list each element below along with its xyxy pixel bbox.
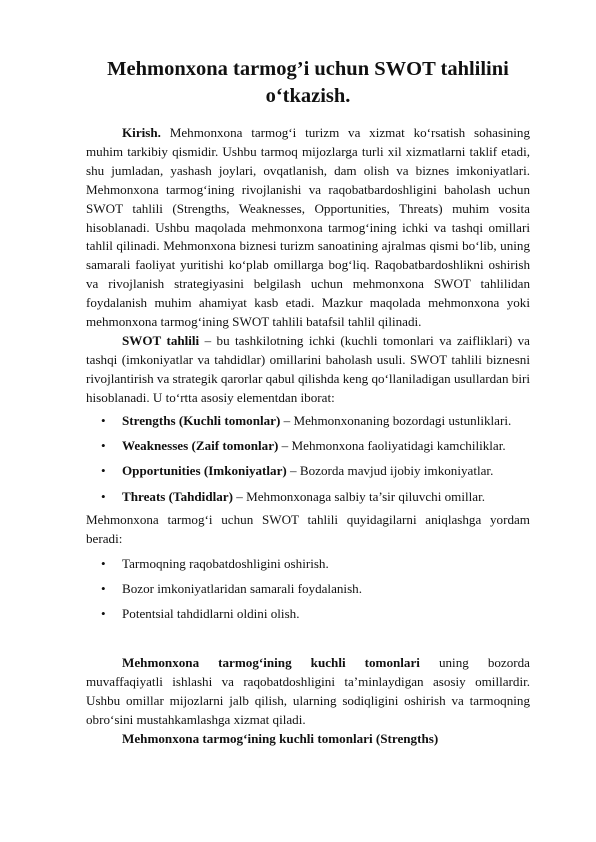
document-body: [86, 124, 530, 749]
intro-lead: Kirish.: [122, 125, 161, 140]
bullet-icon: •: [101, 580, 106, 596]
list-item-term: Threats (Tahdidlar): [122, 488, 233, 504]
list-item: [86, 488, 530, 507]
bullet-icon: •: [101, 488, 106, 504]
list-item: [86, 580, 530, 599]
bullet-icon: •: [101, 412, 106, 428]
bullet-icon: •: [101, 463, 106, 479]
list-item: [86, 412, 530, 431]
list-item: [86, 437, 530, 456]
list-item-term: Opportunities (Imkoniyatlar): [122, 463, 287, 479]
section-heading: [86, 730, 530, 749]
bullet-icon: •: [101, 606, 106, 622]
list-item-desc: – Mehmonxona faoliyatidagi kamchiliklar.: [278, 438, 506, 453]
list-item: [86, 605, 530, 624]
list-item-text: Potentsial tahdidlarni oldini olish.: [122, 606, 300, 622]
goals-list: [86, 555, 530, 625]
swot-definition-lead: SWOT tahlili: [122, 332, 200, 348]
bullet-icon: •: [101, 555, 106, 571]
intro-paragraph: [86, 124, 530, 332]
swot-definition-paragraph: [86, 332, 530, 408]
document-title: Mehmonxona tarmog’i uchun SWOT tahlilini o‘tkazish.: [107, 58, 509, 107]
list-item: [86, 462, 530, 481]
strengths-paragraph: [86, 654, 530, 730]
list-item-desc: – Mehmonxonaning bozordagi ustunliklari.: [280, 412, 512, 428]
list-item: [86, 555, 530, 574]
bullet-icon: •: [101, 438, 106, 453]
help-paragraph: Mehmonxona tarmog‘i uchun SWOT tahlili quyidagilarni aniqlashga yordam beradi:: [86, 511, 530, 546]
list-item-term: Weaknesses (Zaif tomonlar): [122, 438, 279, 453]
section-heading-text: Mehmonxona tarmog‘ining kuchli tomonlari (Strengths): [122, 730, 439, 746]
list-item-term: Strengths (Kuchli tomonlar): [122, 412, 281, 428]
spacer: [86, 624, 530, 654]
strengths-lead: Mehmonxona tarmog‘ining kuchli tomonlari: [122, 655, 420, 671]
swot-definition-text: – bu tashkilotning ichki (kuchli tomonlari va zaifliklari) va tashqi (imkoniyatlar va tahdidlar) omillarini baholash usuli. SWOT tahlili biznesni rivojlantirish va strategik qarorlar qabul qilishda keng qo‘llaniladigan usullardan biri hisoblanadi. U to‘rtta asosiy elementdan iborat:: [86, 332, 530, 405]
list-item-desc: – Mehmonxonaga salbiy ta’sir qiluvchi omillar.: [232, 488, 485, 504]
list-item-text: Tarmoqning raqobatdoshligini oshirish.: [122, 555, 329, 571]
swot-elements-list: [86, 412, 530, 507]
list-item-desc: – Bozorda mavjud ijobiy imkoniyatlar.: [286, 463, 494, 479]
strengths-text: uning bozorda muvaffaqiyatli ishlashi va raqobatdoshligini ta’minlaydigan asosiy omillardir. Ushbu omillar mijozlarni jalb qilish, ularning sodiqligini oshirish va tarmoqning obro‘sini mustahkamlashga xizmat qiladi.: [86, 655, 530, 727]
list-item-text: Bozor imkoniyatlaridan samarali foydalanish.: [122, 580, 362, 596]
intro-text: Mehmonxona tarmog‘i turizm va xizmat ko‘rsatish sohasining muhim tarkibiy qismidir. Ushbu tarmoq mijozlarga turli xil xizmatlarni taklif etadi, shu jumladan, yashash joylari, ovqatlanish, dam olish va biznes imkoniyatlari. Mehmonxona tarmog‘ining rivojlanishi va raqobatbardoshligini baholash uchun SWOT tahlili (Strengths, Weaknesses, Opportunities, Threats) muhim vosita hisoblanadi. Ushbu maqolada mehmonxona tarmog‘ining ichki va tashqi omillari tahlil qilinadi. Mehmonxona biznesi turizm sanoatining ajralmas qismi bo‘lib, uning samarali faoliyat yuritishi ko‘plab omillarga bog‘liq. Raqobatbardoshlikni oshirish va rivojlanish strategiyasini belgilash uchun mehmonxona SWOT tahlilidan foydalanish muhim ahamiyat kasb etadi. Mazkur maqolada mehmonxona yoki mehmonxona tarmog‘ining SWOT tahlili batafsil tahlil qilinadi.: [86, 125, 530, 330]
